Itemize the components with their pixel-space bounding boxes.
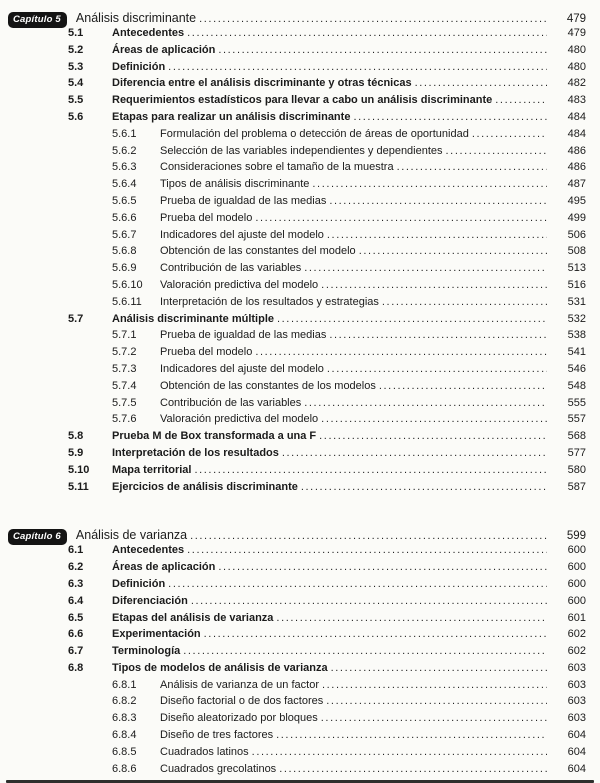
- entry-page: 483: [567, 94, 586, 107]
- entry-title: Cuadrados latinos: [160, 745, 249, 758]
- entry-title: Etapas para realizar un análisis discriminante: [112, 110, 351, 123]
- entry-number: 6.8.6: [112, 762, 137, 775]
- entry-title: Experimentación: [112, 628, 201, 641]
- entry-number: 5.7.1: [112, 329, 137, 342]
- entry-number: 5.6.2: [112, 144, 137, 157]
- dot-leader: [321, 413, 547, 425]
- entry-row: [8, 346, 586, 363]
- entry-row: [8, 544, 586, 561]
- entry-title: Prueba de igualdad de las medias: [160, 329, 327, 342]
- entry-page: 499: [567, 211, 586, 224]
- entry-row: [8, 746, 586, 763]
- entry-row: [8, 763, 586, 780]
- entry-title: Indicadores del ajuste del modelo: [160, 362, 324, 375]
- dot-leader: [472, 128, 547, 140]
- entry-page: 495: [567, 194, 586, 207]
- entry-row: [8, 662, 586, 679]
- chapter-header: [8, 9, 586, 27]
- entry-row: [8, 313, 586, 330]
- entry-title: Indicadores del ajuste del modelo: [160, 228, 324, 241]
- entry-page: 546: [567, 362, 586, 375]
- entry-list: [8, 544, 586, 779]
- entry-title: Obtención de las constantes del modelo: [160, 245, 356, 258]
- entry-title: Diferenciación: [112, 594, 188, 607]
- entry-page: 603: [567, 661, 586, 674]
- entry-row: [8, 712, 586, 729]
- entry-row: [8, 44, 586, 61]
- entry-page: 487: [567, 178, 586, 191]
- entry-row: [8, 447, 586, 464]
- entry-page: 603: [567, 678, 586, 691]
- entry-number: 6.7: [68, 645, 84, 658]
- entry-row: [8, 245, 586, 262]
- dot-leader: [187, 27, 547, 39]
- entry-page: 600: [567, 594, 586, 607]
- entry-row: [8, 561, 586, 578]
- entry-row: [8, 578, 586, 595]
- dot-leader: [301, 481, 547, 493]
- entry-row: [8, 380, 586, 397]
- entry-page: 587: [567, 480, 586, 493]
- entry-title: Consideraciones sobre el tamaño de la muestra: [160, 161, 394, 174]
- dot-leader: [327, 229, 547, 241]
- entry-row: [8, 61, 586, 78]
- entry-row: [8, 481, 586, 498]
- entry-number: 5.6.10: [112, 278, 143, 291]
- dot-leader: [190, 526, 547, 544]
- dot-leader: [331, 662, 547, 674]
- entry-title: Antecedentes: [112, 27, 185, 39]
- entry-title: Requerimientos estadísticos para llevar a cabo un análisis discriminante: [112, 94, 493, 107]
- entry-row: [8, 397, 586, 414]
- dot-leader: [282, 447, 547, 459]
- chapter-badge: Capítulo 6: [8, 529, 67, 545]
- dot-leader: [304, 397, 547, 409]
- entry-title: Valoración predictiva del modelo: [160, 413, 319, 426]
- entry-page: 601: [567, 611, 586, 624]
- entry-row: [8, 430, 586, 447]
- dot-leader: [279, 763, 547, 775]
- dot-leader: [446, 145, 547, 157]
- entry-title: Diseño factorial o de dos factores: [160, 695, 324, 708]
- entry-number: 6.4: [68, 594, 84, 607]
- entry-number: 5.10: [68, 463, 90, 476]
- entry-title: Análisis discriminante múltiple: [112, 312, 274, 325]
- chapter-page: 599: [566, 530, 586, 543]
- entry-title: Definición: [112, 577, 166, 590]
- entry-page: 577: [567, 446, 586, 459]
- entry-title: Áreas de aplicación: [112, 43, 216, 56]
- chapter: [8, 9, 586, 497]
- entry-number: 5.9: [68, 446, 84, 459]
- entry-page: 513: [567, 262, 586, 275]
- entry-row: [8, 296, 586, 313]
- dot-leader: [168, 61, 547, 73]
- entry-row: [8, 628, 586, 645]
- dot-leader: [199, 9, 547, 27]
- entry-row: [8, 645, 586, 662]
- entry-page: 580: [567, 463, 586, 476]
- dot-leader: [187, 544, 547, 556]
- entry-page: 484: [567, 110, 586, 123]
- dot-leader: [204, 628, 547, 640]
- entry-title: Contribución de las variables: [160, 396, 302, 409]
- dot-leader: [359, 245, 547, 257]
- dot-leader: [312, 178, 547, 190]
- dot-leader: [415, 77, 547, 89]
- entry-number: 5.3: [68, 60, 84, 73]
- entry-page: 600: [567, 544, 586, 557]
- entry-page: 600: [567, 577, 586, 590]
- entry-title: Prueba del modelo: [160, 211, 253, 224]
- entry-row: [8, 612, 586, 629]
- entry-page: 604: [567, 762, 586, 775]
- entry-row: [8, 329, 586, 346]
- dot-leader: [353, 111, 547, 123]
- entry-number: 5.6.1: [112, 127, 137, 140]
- dot-leader: [382, 296, 547, 308]
- entry-list: [8, 27, 586, 497]
- entry-page: 480: [567, 43, 586, 56]
- dot-leader: [183, 645, 547, 657]
- entry-title: Formulación del problema o detección de áreas de oportunidad: [160, 127, 469, 140]
- entry-title: Mapa territorial: [112, 463, 192, 476]
- entry-number: 6.2: [68, 561, 84, 574]
- entry-page: 603: [567, 712, 586, 725]
- entry-row: [8, 212, 586, 229]
- entry-number: 6.8.1: [112, 678, 137, 691]
- entry-title: Áreas de aplicación: [112, 561, 216, 574]
- entry-title: Diseño de tres factores: [160, 729, 274, 742]
- entry-title: Interpretación de los resultados: [112, 446, 279, 459]
- dot-leader: [397, 161, 547, 173]
- entry-row: [8, 111, 586, 128]
- entry-page: 604: [567, 729, 586, 742]
- entry-title: Terminología: [112, 645, 181, 658]
- entry-page: 555: [567, 396, 586, 409]
- dot-leader: [322, 679, 547, 691]
- entry-page: 531: [567, 295, 586, 308]
- entry-number: 5.7.4: [112, 379, 137, 392]
- entry-row: [8, 595, 586, 612]
- entry-row: [8, 279, 586, 296]
- entry-number: 5.6.8: [112, 245, 137, 258]
- entry-number: 6.6: [68, 628, 84, 641]
- entry-title: Antecedentes: [112, 544, 185, 557]
- entry-row: [8, 94, 586, 111]
- entry-row: [8, 27, 586, 44]
- entry-row: [8, 195, 586, 212]
- entry-number: 5.6: [68, 110, 84, 123]
- entry-title: Diferencia entre el análisis discriminante y otras técnicas: [112, 77, 412, 90]
- entry-page: 538: [567, 329, 586, 342]
- entry-number: 5.1: [68, 27, 84, 39]
- chapter-title: Análisis discriminante: [75, 11, 197, 25]
- entry-number: 5.7: [68, 312, 84, 325]
- chapter-badge: Capítulo 5: [8, 12, 67, 28]
- entry-number: 5.6.9: [112, 262, 137, 275]
- entry-number: 5.8: [68, 430, 84, 443]
- entry-number: 5.5: [68, 94, 84, 107]
- entry-page: 480: [567, 60, 586, 73]
- dot-leader: [326, 695, 547, 707]
- entry-title: Prueba de igualdad de las medias: [160, 194, 327, 207]
- entry-page: 602: [567, 628, 586, 641]
- entry-page: 548: [567, 379, 586, 392]
- dot-leader: [379, 380, 547, 392]
- dot-leader: [276, 729, 547, 741]
- entry-page: 604: [567, 745, 586, 758]
- entry-page: 486: [567, 161, 586, 174]
- entry-page: 484: [567, 127, 586, 140]
- dot-leader: [168, 578, 547, 590]
- entry-number: 5.4: [68, 77, 84, 90]
- entry-number: 5.6.4: [112, 178, 137, 191]
- entry-number: 6.3: [68, 577, 84, 590]
- entry-row: [8, 128, 586, 145]
- entry-number: 5.6.6: [112, 211, 137, 224]
- dot-leader: [252, 746, 547, 758]
- entry-number: 5.6.5: [112, 194, 137, 207]
- entry-row: [8, 262, 586, 279]
- dot-leader: [218, 44, 547, 56]
- dot-leader: [255, 212, 547, 224]
- entry-page: 568: [567, 430, 586, 443]
- dot-leader: [277, 313, 547, 325]
- dot-leader: [327, 363, 547, 375]
- entry-title: Selección de las variables independientes y dependientes: [160, 144, 443, 157]
- entry-row: [8, 145, 586, 162]
- dot-leader: [329, 329, 547, 341]
- entry-page: 600: [567, 561, 586, 574]
- entry-number: 5.7.6: [112, 413, 137, 426]
- dot-leader: [194, 464, 547, 476]
- entry-title: Prueba del modelo: [160, 346, 253, 359]
- entry-number: 6.8: [68, 661, 84, 674]
- dot-leader: [191, 595, 547, 607]
- dot-leader: [276, 612, 547, 624]
- entry-page: 541: [567, 346, 586, 359]
- entry-page: 486: [567, 144, 586, 157]
- entry-title: Tipos de modelos de análisis de varianza: [112, 661, 328, 674]
- entry-page: 506: [567, 228, 586, 241]
- chapter-title: Análisis de varianza: [75, 528, 188, 543]
- entry-number: 5.11: [68, 480, 89, 493]
- entry-title: Contribución de las variables: [160, 262, 302, 275]
- entry-row: [8, 413, 586, 430]
- entry-row: [8, 178, 586, 195]
- entry-title: Diseño aleatorizado por bloques: [160, 712, 318, 725]
- entry-number: 5.7.5: [112, 396, 137, 409]
- entry-row: [8, 77, 586, 94]
- entry-row: [8, 161, 586, 178]
- entry-number: 5.7.3: [112, 362, 137, 375]
- entry-number: 6.1: [68, 544, 84, 557]
- dot-leader: [319, 430, 547, 442]
- entry-row: [8, 679, 586, 696]
- entry-title: Definición: [112, 60, 166, 73]
- entry-row: [8, 464, 586, 481]
- dot-leader: [329, 195, 547, 207]
- entry-number: 6.8.2: [112, 695, 137, 708]
- entry-number: 6.8.5: [112, 745, 137, 758]
- toc: [8, 9, 586, 779]
- entry-number: 5.2: [68, 43, 84, 56]
- entry-number: 6.5: [68, 611, 84, 624]
- entry-page: 532: [567, 312, 586, 325]
- entry-title: Valoración predictiva del modelo: [160, 278, 319, 291]
- entry-title: Ejercicios de análisis discriminante: [112, 480, 298, 493]
- entry-title: Interpretación de los resultados y estrategias: [160, 295, 379, 308]
- entry-page: 557: [567, 413, 586, 426]
- entry-number: 5.6.11: [112, 295, 142, 308]
- chapter: [8, 526, 586, 779]
- entry-number: 6.8.4: [112, 729, 137, 742]
- entry-title: Análisis de varianza de un factor: [160, 678, 319, 691]
- entry-number: 5.7.2: [112, 346, 137, 359]
- entry-page: 508: [567, 245, 586, 258]
- entry-page: 516: [567, 278, 586, 291]
- chapter-header: [8, 526, 586, 544]
- dot-leader: [255, 346, 547, 358]
- entry-title: Etapas del análisis de varianza: [112, 611, 274, 624]
- entry-page: 482: [567, 77, 586, 90]
- entry-row: [8, 729, 586, 746]
- entry-row: [8, 229, 586, 246]
- entry-title: Prueba M de Box transformada a una F: [112, 430, 317, 443]
- entry-page: 602: [567, 645, 586, 658]
- entry-title: Tipos de análisis discriminante: [160, 178, 310, 191]
- dot-leader: [495, 94, 547, 106]
- entry-title: Cuadrados grecolatinos: [160, 762, 277, 775]
- entry-title: Obtención de las constantes de los modelos: [160, 379, 376, 392]
- entry-page: 479: [567, 27, 586, 39]
- chapter-page: 479: [566, 13, 586, 25]
- dot-leader: [321, 712, 547, 724]
- entry-row: [8, 695, 586, 712]
- entry-number: 6.8.3: [112, 712, 137, 725]
- dot-leader: [321, 279, 547, 291]
- entry-page: 603: [567, 695, 586, 708]
- entry-number: 5.6.3: [112, 161, 137, 174]
- entry-number: 5.6.7: [112, 228, 137, 241]
- entry-row: [8, 363, 586, 380]
- dot-leader: [304, 262, 547, 274]
- dot-leader: [218, 561, 547, 573]
